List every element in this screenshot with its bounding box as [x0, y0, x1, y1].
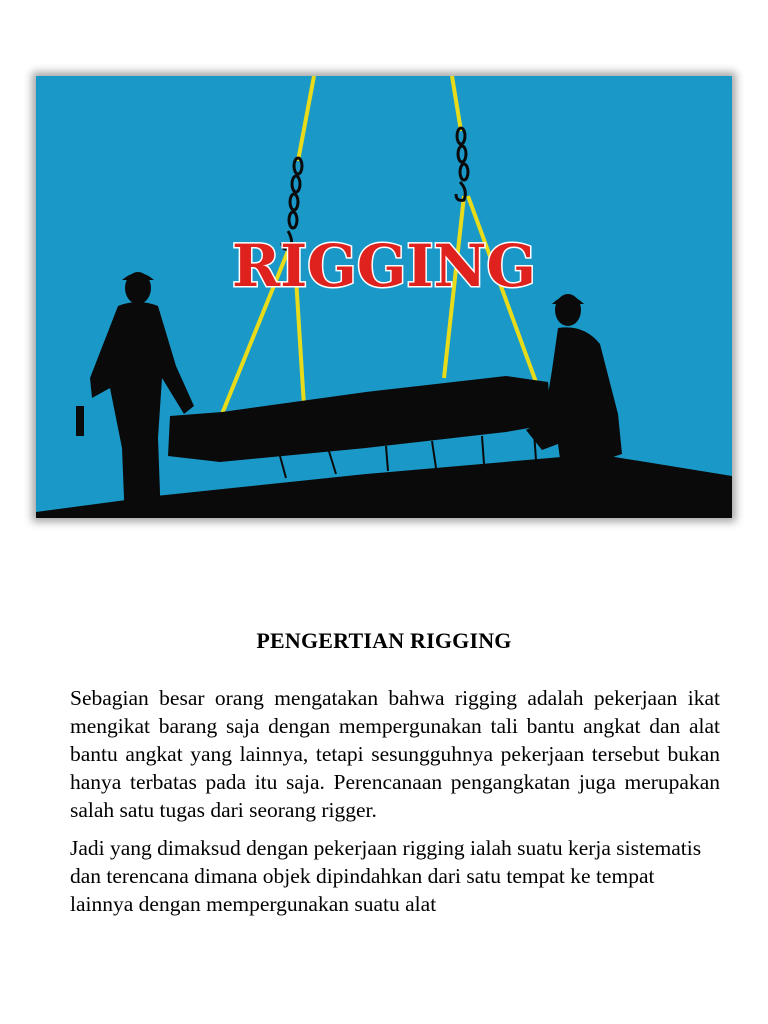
section-title: PENGERTIAN RIGGING — [256, 628, 512, 653]
hero-title: RIGGING — [231, 232, 537, 300]
rigging-illustration — [36, 76, 732, 518]
paragraph-2: Jadi yang dimaksud dengan pekerjaan rigging ialah suatu kerja sistematis dan terencana dimana objek dipindahkan dari satu tempat ke tempat lainnya dengan mempergunakan suatu alat — [70, 836, 702, 916]
hero-image — [36, 76, 732, 518]
body-content — [70, 684, 720, 928]
paragraph-1: Sebagian besar orang mengatakan bahwa rigging adalah pekerjaan ikat mengikat barang saja dengan mempergunakan tali bantu angkat dan alat bantu angkat yang lainnya, tetapi sesungguhnya pekerjaan tersebut bukan hanya terbatas pada itu saja. Perencanaan pengangkatan juga merupakan salah satu tugas dari seorang rigger. — [70, 686, 720, 822]
